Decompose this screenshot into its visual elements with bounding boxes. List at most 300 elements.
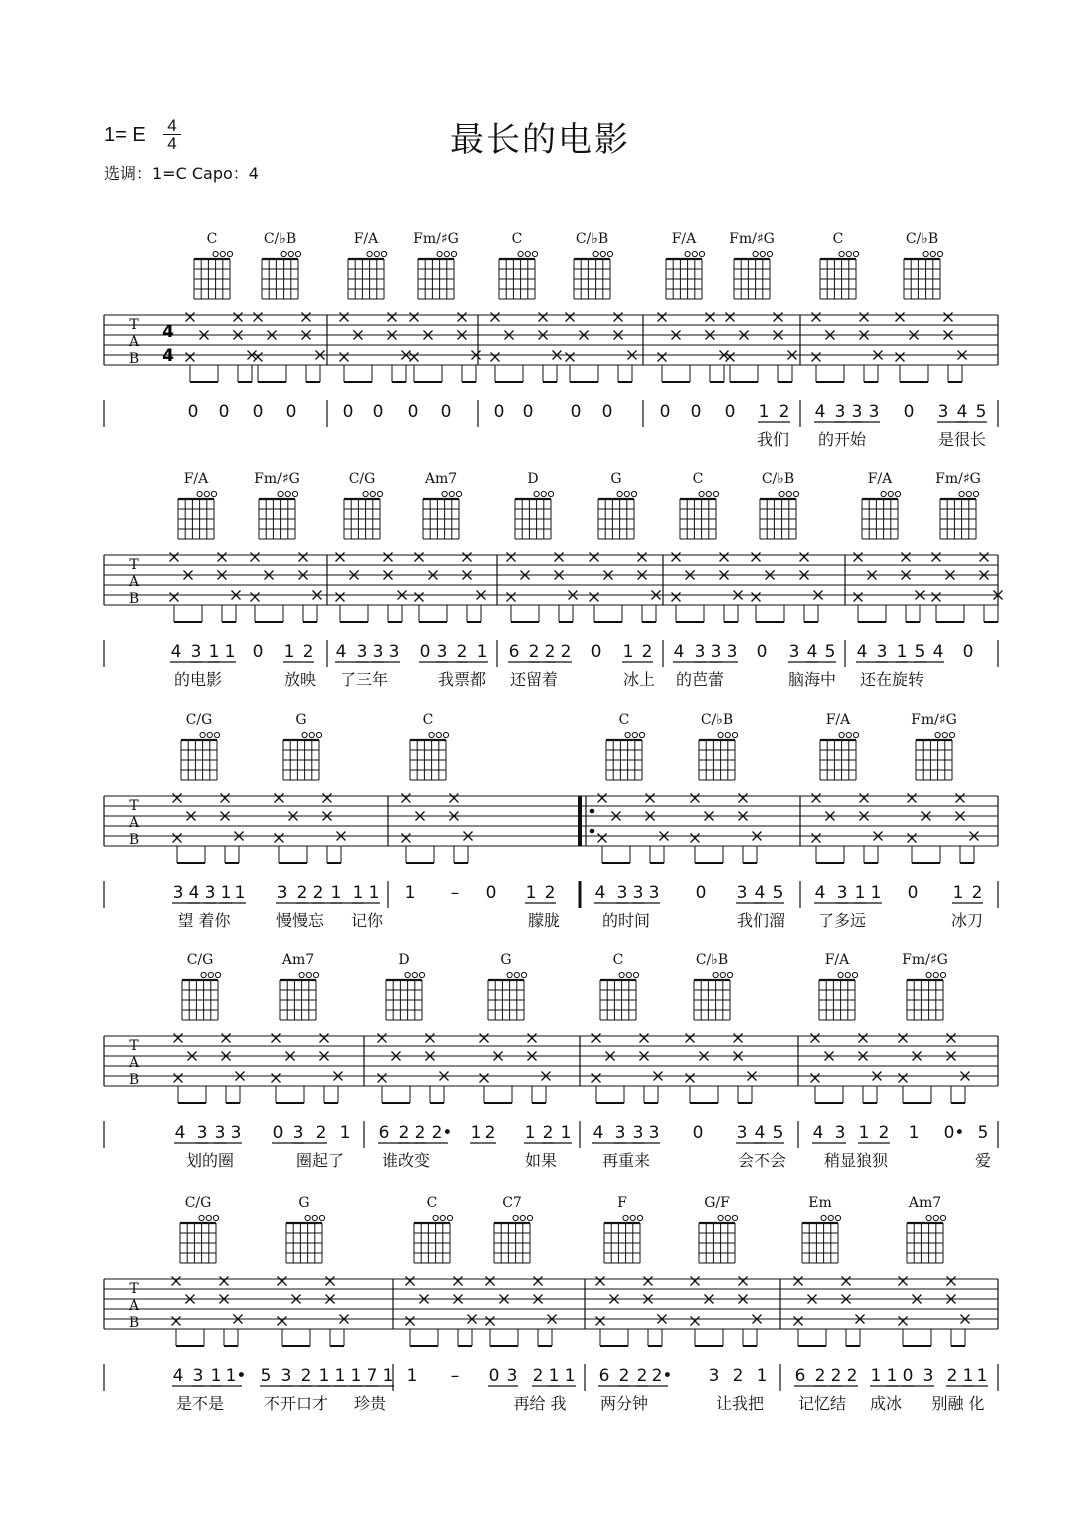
chord-name: F/A [867, 471, 893, 487]
jianpu-note: 1 [350, 1366, 362, 1386]
tab-note-x [170, 553, 179, 562]
tab-row [104, 1277, 998, 1414]
jianpu-note: 1 [339, 1123, 351, 1143]
jianpu-note: 1 [858, 1123, 870, 1143]
jianpu-note: 3 [726, 642, 738, 662]
tab-clef-letter: B [128, 591, 140, 607]
jianpu-note: 5 [772, 1123, 784, 1143]
jianpu-note: 2 [544, 883, 556, 903]
tab-clef-letter: T [129, 1281, 139, 1297]
tab-note-x [706, 313, 715, 322]
jianpu-note: 0 [724, 402, 736, 422]
tab-note-x [739, 1277, 748, 1286]
jianpu-note: 2 [946, 1366, 958, 1386]
lyric: 不开口才 [263, 1394, 329, 1413]
tab-note-x [384, 553, 393, 562]
jianpu-note: 1 [870, 883, 882, 903]
jianpu-note: 0 [187, 402, 199, 422]
tab-note-x [811, 1034, 820, 1043]
jianpu-note: 1 [208, 642, 220, 662]
chord-name: C/G [348, 471, 376, 487]
jianpu-note: 2 [296, 883, 308, 903]
chord-name: C [422, 712, 434, 728]
jianpu-note: 1 [758, 402, 770, 422]
lyric: 划的圈 [185, 1151, 235, 1170]
jianpu-note: 3 [736, 1123, 748, 1143]
tab-note-x [614, 313, 623, 322]
chord-diagram [904, 231, 943, 299]
lyric: 再重来 [601, 1151, 651, 1170]
jianpu-note: 0 [493, 402, 505, 422]
jianpu-note: 0 [342, 402, 354, 422]
tab-note-x [596, 1277, 605, 1286]
repeat-dot [590, 829, 595, 834]
chord-name: F/A [825, 712, 851, 728]
jianpu-note: 3 [710, 642, 722, 662]
chord-diagram [729, 231, 775, 299]
tab-note-x [691, 1277, 700, 1286]
jianpu-note: 3 [851, 402, 863, 422]
jianpu-note: 1 [352, 883, 364, 903]
tab-note-x [734, 1034, 743, 1043]
jianpu-note: 4 [335, 642, 347, 662]
jianpu-note: 2 [830, 1366, 842, 1386]
lyric: 圈起了 [295, 1151, 345, 1170]
chord-name: F/A [183, 471, 209, 487]
tab-note-x [720, 553, 729, 562]
tab-note-x [899, 1277, 908, 1286]
chord-name: Fm/♯G [935, 471, 981, 487]
jianpu-note: 3 [616, 883, 628, 903]
jianpu-note: 2 [302, 642, 314, 662]
tab-note-x [486, 1317, 495, 1326]
tab-note-x [598, 834, 607, 843]
chord-name: G [500, 952, 512, 968]
jianpu-note: 5 [975, 402, 987, 422]
tab-note-x [426, 1034, 435, 1043]
tab-note-x [410, 353, 419, 362]
jianpu-note: 1 [854, 883, 866, 903]
jianpu-note: 0 [695, 883, 707, 903]
tab-note-x [218, 553, 227, 562]
chord-name: C [692, 471, 704, 487]
chord-name: C/G [184, 1195, 212, 1211]
jianpu-note: 5 [977, 1123, 989, 1143]
tab-note-x [812, 353, 821, 362]
jianpu-note: 2 [636, 1366, 648, 1386]
chord-diagram [802, 1195, 841, 1263]
tab-note-x [752, 553, 761, 562]
tab-note-x [320, 1034, 329, 1043]
jianpu-note: 3 [868, 402, 880, 422]
chord-diagram [414, 1195, 453, 1263]
jianpu-note: 6 [794, 1366, 806, 1386]
tab-note-x [222, 1034, 231, 1043]
chord-diagram [494, 1195, 533, 1263]
jianpu-note: 3 [614, 1123, 626, 1143]
jianpu-note: 1 [224, 642, 236, 662]
tab-note-x [507, 553, 516, 562]
tab-note-x [566, 313, 575, 322]
tab-note-x [590, 593, 599, 602]
jianpu-note: 0 [485, 883, 497, 903]
jianpu-note: 4 [172, 1366, 184, 1386]
chord-name: F/A [824, 952, 850, 968]
jianpu-note: 4 [814, 883, 826, 903]
tab-note-x [272, 1074, 281, 1083]
chord-name: C7 [502, 1195, 522, 1211]
chord-name: C/♭B [905, 231, 939, 247]
lyric: 脑海中 [787, 670, 837, 689]
chord-diagram [348, 231, 387, 299]
tab-note-x [174, 1034, 183, 1043]
tab-note-x [932, 593, 941, 602]
tab-clef-letter: T [129, 317, 139, 333]
jianpu-note: 3 [736, 883, 748, 903]
tab-note-x [528, 1034, 537, 1043]
jianpu-note: 4 [592, 1123, 604, 1143]
tab-note-x [378, 1074, 387, 1083]
lyric: 朦胧 [527, 911, 561, 930]
tab-note-x [658, 313, 667, 322]
tab-note-x [596, 1317, 605, 1326]
jianpu-note: 3 [436, 642, 448, 662]
chord-name: Fm/♯G [413, 231, 459, 247]
tab-note-x [410, 313, 419, 322]
tab-note-x [947, 1277, 956, 1286]
jianpu-note: 3 [372, 642, 384, 662]
jianpu-note: 3 [196, 1123, 208, 1143]
jianpu-note: 1 [622, 642, 634, 662]
chord-diagram [694, 952, 733, 1020]
chord-diagram [286, 1195, 325, 1263]
tab-note-x [463, 553, 472, 562]
tab-clef-letter: B [128, 1315, 140, 1331]
tab-note-x [251, 553, 260, 562]
tab-note-x [173, 794, 182, 803]
tab-note-x [691, 834, 700, 843]
chord-diagram [283, 712, 322, 780]
jianpu-note: 2 [315, 1123, 327, 1143]
chord-diagram [423, 471, 462, 539]
jianpu-note: 3 [632, 1123, 644, 1143]
tab-note-x [686, 1074, 695, 1083]
jianpu-note: 5 [914, 642, 926, 662]
tab-note-x [491, 353, 500, 362]
jianpu-note: 3 [632, 883, 644, 903]
tab-note-x [402, 794, 411, 803]
lyric: 我们 [756, 430, 790, 449]
chord-diagram [911, 712, 957, 780]
chord-diagram [413, 231, 459, 299]
chord-name: C/G [186, 952, 214, 968]
chord-diagram [488, 952, 527, 1020]
jianpu-note: 4 [956, 402, 968, 422]
jianpu-note: 4 [594, 883, 606, 903]
tab-note-x [299, 553, 308, 562]
jianpu-note: 4 [174, 1123, 186, 1143]
chord-name: C [511, 231, 523, 247]
tab-clef-letter: A [128, 815, 140, 831]
tab-note-x [415, 553, 424, 562]
jianpu-note: 5 [260, 1366, 272, 1386]
chord-diagram [680, 471, 719, 539]
jianpu-note: – [450, 1366, 460, 1386]
jianpu-note: 0 [570, 402, 582, 422]
lyric: 记忆结 [797, 1394, 847, 1413]
chord-name: D [398, 952, 410, 968]
tab-note-x [932, 553, 941, 562]
jianpu-note: 2 [542, 1123, 554, 1143]
chord-name: Fm/♯G [902, 952, 948, 968]
chord-diagram [182, 952, 221, 1020]
lyric: 再给 我 [513, 1394, 567, 1413]
jianpu-note: 0 [218, 402, 230, 422]
jianpu-note: 3 [648, 883, 660, 903]
jianpu-note: 3 [356, 642, 368, 662]
jianpu-note: 6 [378, 1123, 390, 1143]
tab-clef-letter: B [128, 832, 140, 848]
tab-note-x [326, 1277, 335, 1286]
chord-name: Am7 [281, 952, 315, 968]
chord-diagram [666, 231, 705, 299]
tab-note-x [340, 353, 349, 362]
jianpu-note: 1 [382, 1366, 394, 1386]
jianpu-note: 1 [976, 1366, 988, 1386]
tab-clef-letter: A [128, 574, 140, 590]
tab-note-x [592, 1074, 601, 1083]
chord-name: C [612, 952, 624, 968]
chord-diagram [194, 231, 233, 299]
jianpu-note: 2 [484, 1123, 496, 1143]
chord-diagram [935, 471, 981, 539]
lyric: 珍贵 [353, 1394, 387, 1413]
capo-info: 选调：1=C Capo：4 [104, 164, 259, 183]
tab-note-x [186, 353, 195, 362]
jianpu-note: 2 [814, 1366, 826, 1386]
tab-note-x [899, 1034, 908, 1043]
tab-note-x [406, 1277, 415, 1286]
tab-row [104, 553, 1003, 690]
chord-diagram [598, 471, 637, 539]
jianpu-note: 3 [788, 642, 800, 662]
jianpu-note: 3 [922, 1366, 934, 1386]
jianpu-note: 1 [334, 1366, 346, 1386]
jianpu-note: 1 [952, 883, 964, 903]
tab-note-x [691, 794, 700, 803]
jianpu-note: 3 [388, 642, 400, 662]
jianpu-note: 2• [651, 1366, 673, 1386]
tab-clef-letter: T [129, 1038, 139, 1054]
jianpu-note: 3 [280, 1366, 292, 1386]
lyric: 的芭蕾 [675, 670, 725, 689]
jianpu-note: 4 [932, 642, 944, 662]
tab-note-x [956, 794, 965, 803]
chord-name: F/A [353, 231, 379, 247]
jianpu-note: 0 [962, 642, 974, 662]
tab-note-x [896, 313, 905, 322]
chord-name: G [298, 1195, 310, 1211]
jianpu-note: 0 [372, 402, 384, 422]
tab-note-x [726, 313, 735, 322]
tab-note-x [402, 834, 411, 843]
chord-diagram [600, 952, 639, 1020]
jianpu-note: 0 [272, 1123, 284, 1143]
chord-name: C/G [185, 712, 213, 728]
tab-note-x [691, 1317, 700, 1326]
lyric: 成冰 [869, 1394, 903, 1413]
chord-diagram [280, 952, 319, 1020]
tab-note-x [486, 1277, 495, 1286]
chord-name: Am7 [908, 1195, 942, 1211]
tab-clef-letter: B [128, 1072, 140, 1088]
jianpu-note: 1 [524, 1123, 536, 1143]
lyric: 的电影 [173, 670, 223, 689]
lyric: 如果 [524, 1151, 558, 1170]
jianpu-note: 6 [508, 642, 520, 662]
jianpu-note: 0 [690, 402, 702, 422]
jianpu-note: 2 [560, 642, 572, 662]
lyric: 还在旋转 [859, 670, 925, 689]
tab-note-x [859, 1034, 868, 1043]
jianpu-note: 1 [564, 1366, 576, 1386]
jianpu-note: 1 [886, 1366, 898, 1386]
tab-note-x [794, 1317, 803, 1326]
jianpu-note: 1 [368, 883, 380, 903]
lyric: 谁改变 [381, 1151, 431, 1170]
jianpu-note: 1 [318, 1366, 330, 1386]
jianpu-note: 2 [778, 402, 790, 422]
jianpu-note: 1 [870, 1366, 882, 1386]
jianpu-note: 0 [903, 402, 915, 422]
tab-time-num: 4 [162, 322, 174, 342]
jianpu-note: 3 [292, 1123, 304, 1143]
jianpu-note: 0 [522, 402, 534, 422]
jianpu-note: 0 [419, 642, 431, 662]
jianpu-note: 2 [878, 1123, 890, 1143]
tab-note-x [854, 553, 863, 562]
chord-name: D [527, 471, 539, 487]
tab-note-x [842, 1277, 851, 1286]
jianpu-note: 1 [560, 1123, 572, 1143]
tab-row [104, 1034, 998, 1171]
jianpu-note: 6 [598, 1366, 610, 1386]
jianpu-note: 0 [902, 1366, 914, 1386]
tab-note-x [899, 1074, 908, 1083]
tab-note-x [251, 593, 260, 602]
lyric: 放映 [283, 670, 317, 689]
tab-note-x [860, 313, 869, 322]
chord-diagram [902, 952, 948, 1020]
jianpu-note: 3 [192, 1366, 204, 1386]
tab-note-x [658, 353, 667, 362]
jianpu-note: 0 [488, 1366, 500, 1386]
jianpu-note: 4 [806, 642, 818, 662]
jianpu-note: 4 [188, 883, 200, 903]
chord-name: G [610, 471, 622, 487]
lyric: 爱 [974, 1151, 992, 1170]
lyric: 别融 化 [931, 1394, 985, 1413]
jianpu-note: 2• [431, 1123, 453, 1143]
tab-note-x [186, 313, 195, 322]
jianpu-note: 0 [440, 402, 452, 422]
tab-note-x [480, 1034, 489, 1043]
tab-row [104, 794, 998, 931]
chord-name: G/F [704, 1195, 730, 1211]
chord-diagram [699, 712, 738, 780]
chord-name: G [295, 712, 307, 728]
tab-clef-letter: B [128, 351, 140, 367]
tab-note-x [172, 1317, 181, 1326]
jianpu-note: 1 [476, 642, 488, 662]
chord-name: Em [808, 1195, 832, 1211]
tab-note-x [812, 834, 821, 843]
tab-note-x [947, 1034, 956, 1043]
tab-note-x [336, 553, 345, 562]
tab-note-x [592, 1034, 601, 1043]
tab-note-x [323, 794, 332, 803]
chord-diagram [574, 231, 613, 299]
tab-note-x [566, 353, 575, 362]
tab-note-x [491, 313, 500, 322]
jianpu-note: 0 [907, 883, 919, 903]
lyric: 的开始 [817, 430, 867, 449]
lyric: 慢慢忘 [275, 911, 325, 930]
chord-diagram [386, 952, 425, 1020]
tab-note-x [170, 593, 179, 602]
jianpu-note: 4 [856, 642, 868, 662]
jianpu-note: 1 [404, 883, 416, 903]
jianpu-note: 0 [692, 1123, 704, 1143]
jianpu-note: 0 [601, 402, 613, 422]
tab-note-x [908, 834, 917, 843]
jianpu-note: 3 [506, 1366, 518, 1386]
chord-diagram [699, 1195, 738, 1263]
jianpu-note: 2 [618, 1366, 630, 1386]
tab-note-x [278, 1317, 287, 1326]
jianpu-note: 2 [641, 642, 653, 662]
tab-note-x [406, 1317, 415, 1326]
time-signature-denominator: 4 [167, 134, 177, 153]
tab-note-x [944, 313, 953, 322]
tab-note-x [672, 553, 681, 562]
jianpu-note: 1 [220, 883, 232, 903]
jianpu-note: 3 [172, 883, 184, 903]
jianpu-note: 3 [694, 642, 706, 662]
chord-name: Fm/♯G [911, 712, 957, 728]
lyric: 两分钟 [599, 1394, 649, 1413]
tab-note-x [590, 553, 599, 562]
chord-diagram [760, 471, 799, 539]
chord-name: F [617, 1195, 627, 1211]
lyric: 冰刀 [950, 911, 984, 930]
tab-note-x [646, 794, 655, 803]
tab-note-x [415, 593, 424, 602]
tab-note-x [221, 794, 230, 803]
chord-name: C [206, 231, 218, 247]
tab-note-x [275, 794, 284, 803]
tab-note-x [172, 1277, 181, 1286]
jianpu-note: 1 [234, 883, 246, 903]
lyric: 还留着 [509, 670, 559, 689]
tab-note-x [774, 313, 783, 322]
chord-name: C [832, 231, 844, 247]
tab-note-x [686, 1034, 695, 1043]
lyric: 的时间 [601, 911, 651, 930]
tab-note-x [800, 553, 809, 562]
tab-note-x [340, 313, 349, 322]
tab-note-x [539, 313, 548, 322]
